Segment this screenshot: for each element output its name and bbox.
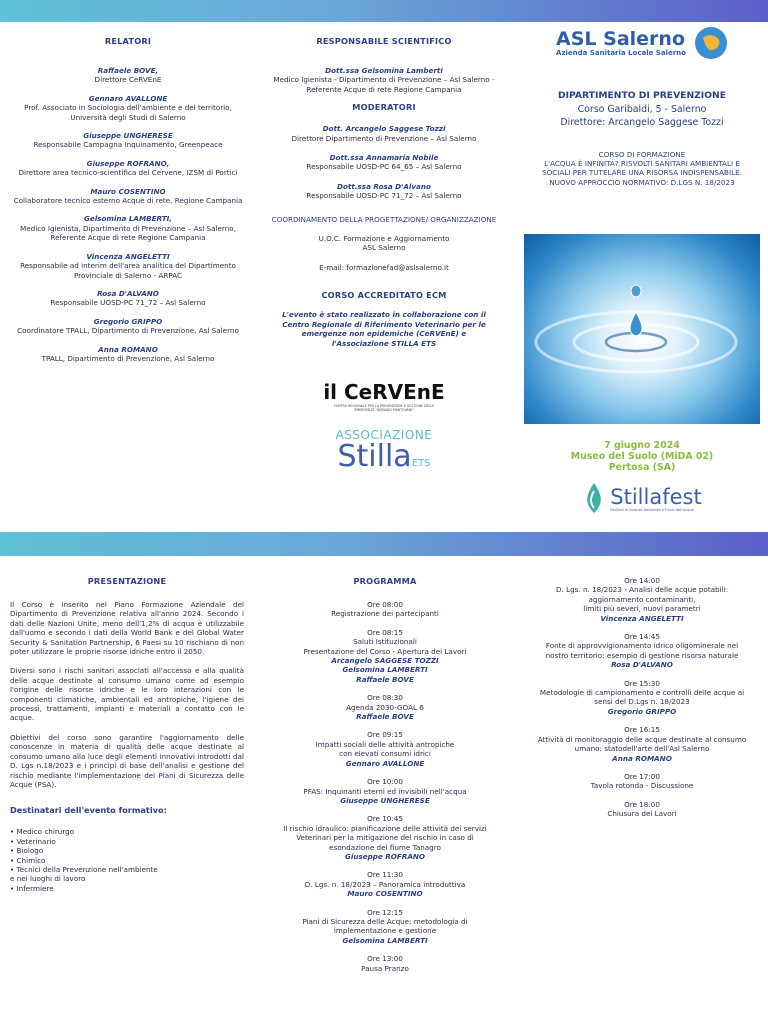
relatore-desc: Responsabile Campagna Inquinamento, Greenpeace — [33, 140, 223, 150]
programma-item — [524, 576, 760, 623]
presentazione-section — [10, 576, 244, 893]
programma-text: Piani di Sicurezza delle Acque: metodologia di — [302, 916, 468, 926]
destinatario-item: • Veterinario — [10, 836, 56, 846]
programma-text: Attività di monitoraggio delle acque destinate al consumo — [537, 734, 747, 744]
stillafest-logo-text: Stillafest — [610, 485, 702, 509]
programma-time: Ore 15:30 — [624, 678, 660, 688]
presentazione-title: PRESENTAZIONE — [87, 576, 167, 586]
programma-time: Ore 11:30 — [367, 870, 403, 880]
programma-text: Veterinari per la mitigazione del rischio in caso di — [296, 833, 474, 843]
destinatario-item: • Infermiere — [10, 883, 54, 893]
programma-item — [524, 772, 760, 791]
coordinamento-email[interactable]: E-mail: formazionefad@aslsalerno.it — [319, 262, 449, 272]
moderatore-item — [268, 153, 500, 172]
relatore-item — [10, 66, 246, 85]
evento-place: Museo del Suolo (MiDA 02) — [570, 451, 714, 462]
programma-item — [268, 908, 502, 946]
relatore-item — [10, 187, 246, 206]
programma-text: D. Lgs. n. 18/2023 - Analisi delle acque potabili: — [555, 585, 729, 595]
relatore-item — [10, 214, 246, 242]
relatore-item — [10, 159, 246, 178]
ecm-title: CORSO ACCREDITATO ECM — [321, 290, 447, 301]
dipartimento-director: Direttore: Arcangelo Saggese Tozzi — [560, 117, 724, 128]
presentazione-p1: Il Corso è inserito nel Piano Formazione Aziendale del Dipartimento di Prevenzione relativa all'anno 2024. Secondo i dati delle Nazioni Unite, meno dell'1,2% di acqua è utilizzabile dall'uomo e secondo i dati della World Bank e del Global Water Security & Sanitation Partnership, 6 Paesi su 10 rischiano di non poter utilizzare le proprie risorse idriche entro il 2050. — [10, 600, 244, 657]
top-banner — [0, 0, 768, 22]
relatore-desc: Responsabile ad interim dell'area analitica del Dipartimento Provinciale di Salerno - ARPAC — [20, 261, 236, 280]
programma-item — [268, 954, 502, 973]
relatore-desc: Direttore CeRVEnE — [94, 75, 162, 85]
relatore-item — [10, 289, 246, 308]
water-drop-image — [524, 234, 760, 424]
programma-text: nostro territorio: esempio di gestione risorsa naturale — [545, 650, 739, 660]
programma-text: Registrazione dei partecipanti — [331, 609, 439, 619]
destinatario-item: e nei luoghi di lavoro — [10, 874, 86, 884]
moderatore-desc: Direttore Dipartimento di Prevenzione – Asl Salerno — [291, 133, 477, 143]
programma-text: Presentazione del Corso - Apertura dei Lavori — [303, 646, 467, 656]
programma-list — [268, 600, 502, 973]
programma-text: sensi del D.Lgs n. 18/2023 — [594, 697, 690, 707]
programma-text: Pausa Pranzo — [361, 963, 409, 973]
pomeriggio-section — [524, 576, 760, 828]
programma-time: Ore 17:00 — [624, 771, 660, 781]
relatore-name: Anna ROMANO — [98, 344, 158, 354]
programma-item — [268, 777, 502, 805]
programma-text: Il rischio idraulico: pianificazione delle attività dei servizi — [283, 823, 487, 833]
programma-time: Ore 08:15 — [367, 627, 403, 637]
programma-time: Ore 12:15 — [367, 907, 403, 917]
programma-item — [268, 730, 502, 768]
programma-item — [268, 814, 502, 861]
programma-time: Ore 09:15 — [367, 730, 403, 740]
programma-speaker: Arcangelo SAGGESE TOZZI — [331, 656, 439, 666]
relatore-name: Giuseppe ROFRANO, — [86, 158, 170, 168]
moderatore-desc: Responsabile UOSD-PC 71_72 – Asl Salerno — [306, 191, 462, 201]
relatore-item — [10, 252, 246, 280]
programma-item — [524, 725, 760, 763]
moderatori-list — [268, 124, 500, 200]
pomeriggio-list — [524, 576, 760, 819]
coordinamento-title: COORDINAMENTO DELLA PROGETTAZIONE/ ORGANIZZAZIONE — [271, 214, 497, 224]
programma-speaker: Raffaele BOVE — [356, 674, 414, 684]
programma-speaker: Gelsomina LAMBERTI — [342, 665, 428, 675]
moderatore-name: Dott.ssa Rosa D'Alvano — [337, 181, 431, 191]
coordinamento-line2: ASL Salerno — [362, 243, 406, 253]
programma-text: Chiusura dei Lavori — [607, 809, 677, 819]
destinatario-item: • Tecnici della Prevenzione nell'ambiente — [10, 864, 158, 874]
programma-section — [268, 576, 502, 982]
stilla-logo-assoc: ASSOCIAZIONE — [335, 427, 433, 442]
programma-speaker: Giuseppe ROFRANO — [344, 851, 426, 861]
programma-text: Impatti sociali delle attività antropiche — [315, 739, 455, 749]
programma-item — [268, 870, 502, 898]
stillafest-logo-sub: Festival di Scienza Ambiente e Flussi dell'acqua — [610, 508, 694, 512]
programma-item — [268, 600, 502, 619]
relatore-name: Giuseppe UNGHERESE — [83, 131, 173, 141]
evento-city: Pertosa (SA) — [608, 462, 676, 473]
programma-time: Ore 18:00 — [624, 799, 660, 809]
destinatario-item: • Medico chirurgo — [10, 827, 75, 837]
programma-speaker: Gelsomina LAMBERTI — [342, 935, 428, 945]
relatore-item — [10, 317, 246, 336]
corso-title-line2: SOCIALI PER TUTELARE UNA RISORSA INDISPENSABILE. — [542, 168, 742, 178]
cover-section — [524, 26, 760, 187]
relatore-name: Raffaele BOVE, — [97, 66, 159, 75]
programma-text: umano: statodell'arte dell'Asl Salerno — [574, 744, 710, 754]
evento-section — [524, 440, 760, 517]
programma-text: Tavola rotonda - Discussione — [590, 781, 694, 791]
destinatari-list — [10, 827, 244, 893]
programma-text: D. Lgs. n. 18/2023 – Panoramica introduttiva — [304, 879, 466, 889]
programma-speaker: Gregorio GRIPPO — [607, 706, 677, 716]
relatori-title: RELATORI — [104, 36, 152, 46]
relatore-item — [10, 131, 246, 150]
corso-title-line1: L'ACQUA È INFINITA? RISVOLTI SANITARI AMBIENTALI E — [544, 159, 740, 168]
programma-speaker: Raffaele BOVE — [356, 712, 414, 722]
programma-title: PROGRAMMA — [353, 576, 417, 586]
programma-item — [268, 693, 502, 721]
moderatore-name: Dott. Arcangelo Saggese Tozzi — [322, 124, 446, 134]
programma-speaker: Mauro COSENTINO — [347, 889, 423, 899]
presentazione-p3: Obiettivi del corso sono garantire l'aggiornamento delle conoscenze in materia di qualità delle acque destinate al consumo umano alla luce degli elementi innovativi introdotti dal D. Lgs n.18/2023 e i principi di base dell'analisi e gestione del rischio mediante l'implementazione dei Piani di Sicurezza delle Acque (PSA). — [10, 732, 244, 789]
programma-text: con elevati consumi idrici — [339, 749, 431, 759]
relatore-desc: Coordinatore TPALL, Dipartimento di Prevenzione, Asl Salerno — [17, 326, 239, 336]
responsabile-section — [268, 36, 500, 479]
water-drop-icon — [524, 234, 760, 424]
moderatori-title: MODERATORI — [352, 102, 416, 113]
cervene-logo-sub: CENTRO REGIONALE PER LA PREVENZIONE E GESTIONE DELLE EMERGENZE "ADRIANO MANTOVANI" — [333, 403, 435, 412]
destinatari-title: Destinatari dell'evento formativo: — [10, 805, 167, 816]
programma-time: Ore 14:00 — [624, 576, 660, 585]
relatore-desc: Responsabile UOSD-PC 71_72 – Asl Salerno — [50, 298, 206, 308]
corso-title-line3: NUOVO APPROCCIO NORMATIVO: D.LGS N. 18/2023 — [549, 177, 735, 187]
relatore-desc: Prof. Associato in Sociologia dell'ambiente e del territorio, Università degli Studi di Salerno — [24, 103, 232, 122]
programma-speaker: Anna ROMANO — [612, 753, 672, 763]
moderatore-item — [268, 182, 500, 201]
dipartimento-address: Corso Garibaldi, 5 - Salerno — [577, 104, 707, 115]
programma-text: Fonte di approvvigionamento idrico oligominerale nel — [545, 641, 739, 651]
programma-time: Ore 16:15 — [624, 725, 660, 735]
programma-text: Metodologie di campionamento e controlli delle acque ai — [539, 688, 745, 698]
destinatario-item: • Biologo — [10, 846, 44, 856]
responsabile-desc: Medico Igienista - Dipartimento di Prevenzione – Asl Salerno - Referente Acque di rete Regione Campania — [273, 75, 495, 94]
relatore-desc: TPALL, Dipartimento di Prevenzione, Asl Salerno — [41, 353, 215, 363]
relatori-section — [10, 36, 246, 372]
presentazione-p2: Diversi sono i rischi sanitari associati all'accesso e alla qualità delle acque destinate al consumo umano come ad esempio l'origine delle risorse idriche e le loro interazioni con le componenti climatiche, ambientali ed antropiche, l'igiene dei processi, trattamenti, impianti e materiali a contatto con le acque. — [10, 666, 244, 723]
programma-time: Ore 08:00 — [367, 600, 403, 609]
stilla-logo-name: Stilla — [337, 438, 412, 474]
relatori-list — [10, 66, 246, 363]
programma-time: Ore 14:45 — [624, 632, 660, 642]
relatore-desc: Direttore area tecnico-scientifica del Cervene, IZSM di Portici — [18, 168, 238, 178]
responsabile-name: Dott.ssa Gelsomina Lamberti — [325, 66, 443, 75]
evento-date: 7 giugno 2024 — [604, 440, 680, 451]
programma-text: PFAS: Inquinanti eterni ed invisibili nell'acqua — [303, 786, 467, 796]
middle-banner — [0, 532, 768, 556]
relatore-name: Gelsomina LAMBERTI, — [83, 214, 173, 224]
relatore-item — [10, 345, 246, 364]
programma-speaker: Giuseppe UNGHERESE — [340, 795, 430, 805]
responsabile-title: RESPONSABILE SCIENTIFICO — [316, 36, 452, 46]
programma-time: Ore 10:45 — [367, 814, 403, 824]
programma-text: esondazione del fiume Tanagro — [329, 842, 441, 852]
programma-speaker: Vincenza ANGELETTI — [600, 613, 684, 623]
dipartimento-title: DIPARTIMENTO DI PREVENZIONE — [557, 90, 727, 101]
programma-text: limiti più severi, nuovi parametri — [583, 604, 701, 614]
programma-text: aggiornamento contaminanti, — [588, 594, 696, 604]
relatore-desc: Collaboratore tecnico esterno Acque di rete, Regione Campania — [13, 196, 243, 206]
programma-text: Agenda 2030-GOAL 6 — [346, 702, 424, 712]
relatore-name: Mauro COSENTINO — [90, 186, 166, 196]
asl-logo — [524, 26, 760, 60]
programma-text: implementazione e gestione — [333, 926, 437, 936]
stillafest-drop-icon — [582, 481, 606, 517]
relatore-desc: Medico Igienista, Dipartimento di Prevenzione – Asl Salerno, Referente Acque di rete Regione Campania — [20, 223, 236, 243]
programma-time: Ore 13:00 — [367, 954, 403, 964]
moderatore-desc: Responsabile UOSD-PC 64_65 – Asl Salerno — [306, 162, 462, 172]
programma-item — [524, 679, 760, 717]
programma-speaker: Rosa D'ALVANO — [611, 660, 673, 670]
programma-item — [268, 628, 502, 684]
ecm-note: L'evento è stato realizzato in collaborazione con il Centro Regionale di Riferimento Veterinario per le emergenze non epidemiche (CeRVEnE) e l'Associazione STILLA ETS — [282, 310, 486, 348]
moderatore-item — [268, 124, 500, 143]
moderatore-name: Dott.ssa Annamaria Nobile — [329, 153, 439, 163]
relatore-name: Gennaro AVALLONE — [88, 93, 168, 103]
stillafest-logo — [524, 481, 760, 517]
asl-logo-sub: Azienda Sanitaria Locale Salerno — [556, 49, 686, 57]
programma-item — [524, 800, 760, 819]
relatore-item — [10, 94, 246, 122]
stilla-logo-ets: ETS — [411, 457, 431, 469]
relatore-name: Vincenza ANGELETTI — [86, 251, 170, 261]
programma-time: Ore 10:00 — [367, 777, 403, 787]
relatore-name: Rosa D'ALVANO — [97, 288, 159, 298]
asl-logo-text: ASL Salerno — [556, 28, 685, 50]
destinatario-item: • Chimico — [10, 855, 46, 865]
asl-globe-icon — [694, 26, 728, 60]
programma-time: Ore 08:30 — [367, 693, 403, 703]
programma-item — [524, 632, 760, 670]
relatore-name: Gregorio GRIPPO — [93, 316, 163, 326]
programma-text: Saluti Istituzionali — [353, 637, 417, 647]
coordinamento-line1: U.O.C. Formazione e Aggiornamento — [318, 234, 450, 244]
corso-label: CORSO DI FORMAZIONE — [598, 150, 686, 159]
cervene-logo — [268, 380, 500, 412]
stilla-logo — [268, 428, 500, 479]
programma-speaker: Gennaro AVALLONE — [345, 758, 425, 768]
cervene-logo-text: il CeRVEnE — [323, 379, 445, 404]
